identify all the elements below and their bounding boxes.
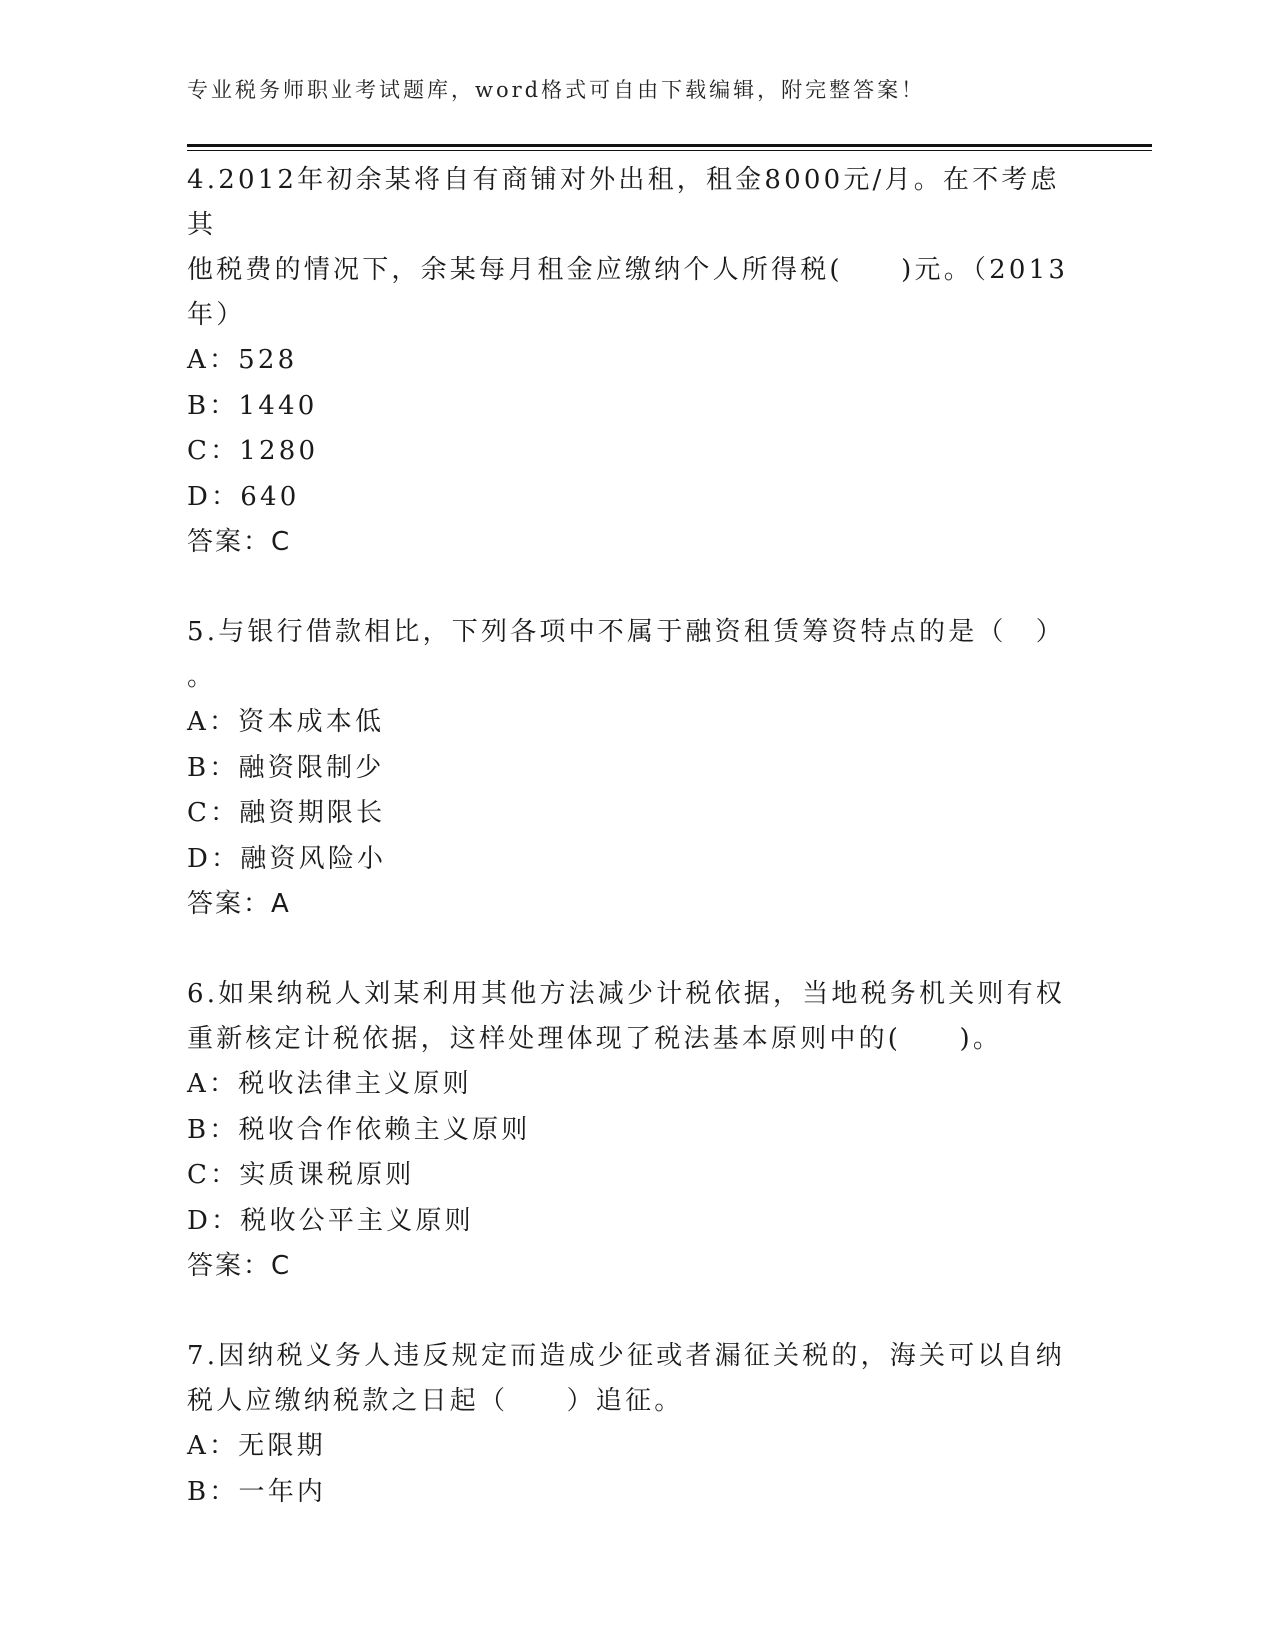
question-5 <box>187 610 1087 927</box>
question-spacer <box>187 927 1087 972</box>
question-stem-line: 4.2012年初余某将自有商铺对外出租，租金8000元/月。在不考虑其 <box>187 165 1060 240</box>
question-6 <box>187 972 1087 1289</box>
option-b: B：一年内 <box>187 1476 327 1507</box>
option-c: C：融资期限长 <box>187 798 386 828</box>
question-4 <box>187 158 1087 565</box>
question-7 <box>187 1334 1087 1515</box>
question-spacer <box>187 565 1087 610</box>
option-c: C：1280 <box>187 436 319 466</box>
option-c: C：实质课税原则 <box>187 1160 415 1190</box>
page-header: 专业税务师职业考试题库，word格式可自由下载编辑，附完整答案！ <box>187 78 926 102</box>
question-spacer <box>187 1289 1087 1334</box>
answer-line: 答案：C <box>187 527 292 557</box>
option-a: A：无限期 <box>187 1431 326 1461</box>
question-stem-line: 5.与银行借款相比，下列各项中不属于融资租赁筹资特点的是（ ） <box>187 617 1066 647</box>
option-d: D：640 <box>187 481 300 512</box>
question-stem-line: 税人应缴纳税款之日起（ ）追征。 <box>187 1386 684 1416</box>
question-stem-line: 年） <box>187 300 246 330</box>
question-list <box>187 158 1087 1515</box>
option-d: D：融资风险小 <box>187 843 387 874</box>
question-stem-line: 7.因纳税义务人违反规定而造成少征或者漏征关税的，海关可以自纳 <box>187 1341 1066 1371</box>
header-rule-thin <box>187 150 1152 151</box>
answer-line: 答案：A <box>187 889 291 919</box>
option-b: B：1440 <box>187 390 318 421</box>
option-b: B：融资限制少 <box>187 752 385 783</box>
option-a: A：税收法律主义原则 <box>187 1069 472 1099</box>
option-a: A：528 <box>187 345 298 375</box>
answer-line: 答案：C <box>187 1251 292 1281</box>
question-stem-line: 重新核定计税依据，这样处理体现了税法基本原则中的( )。 <box>187 1024 1003 1054</box>
option-d: D：税收公平主义原则 <box>187 1205 474 1236</box>
option-b: B：税收合作依赖主义原则 <box>187 1114 531 1145</box>
header-rule-thick <box>187 144 1152 147</box>
question-stem-line: 6.如果纳税人刘某利用其他方法减少计税依据，当地税务机关则有权 <box>187 979 1066 1009</box>
question-stem-line: 。 <box>187 662 217 692</box>
option-a: A：资本成本低 <box>187 707 385 737</box>
question-stem-line: 他税费的情况下，余某每月租金应缴纳个人所得税( )元。（2013 <box>187 255 1069 285</box>
